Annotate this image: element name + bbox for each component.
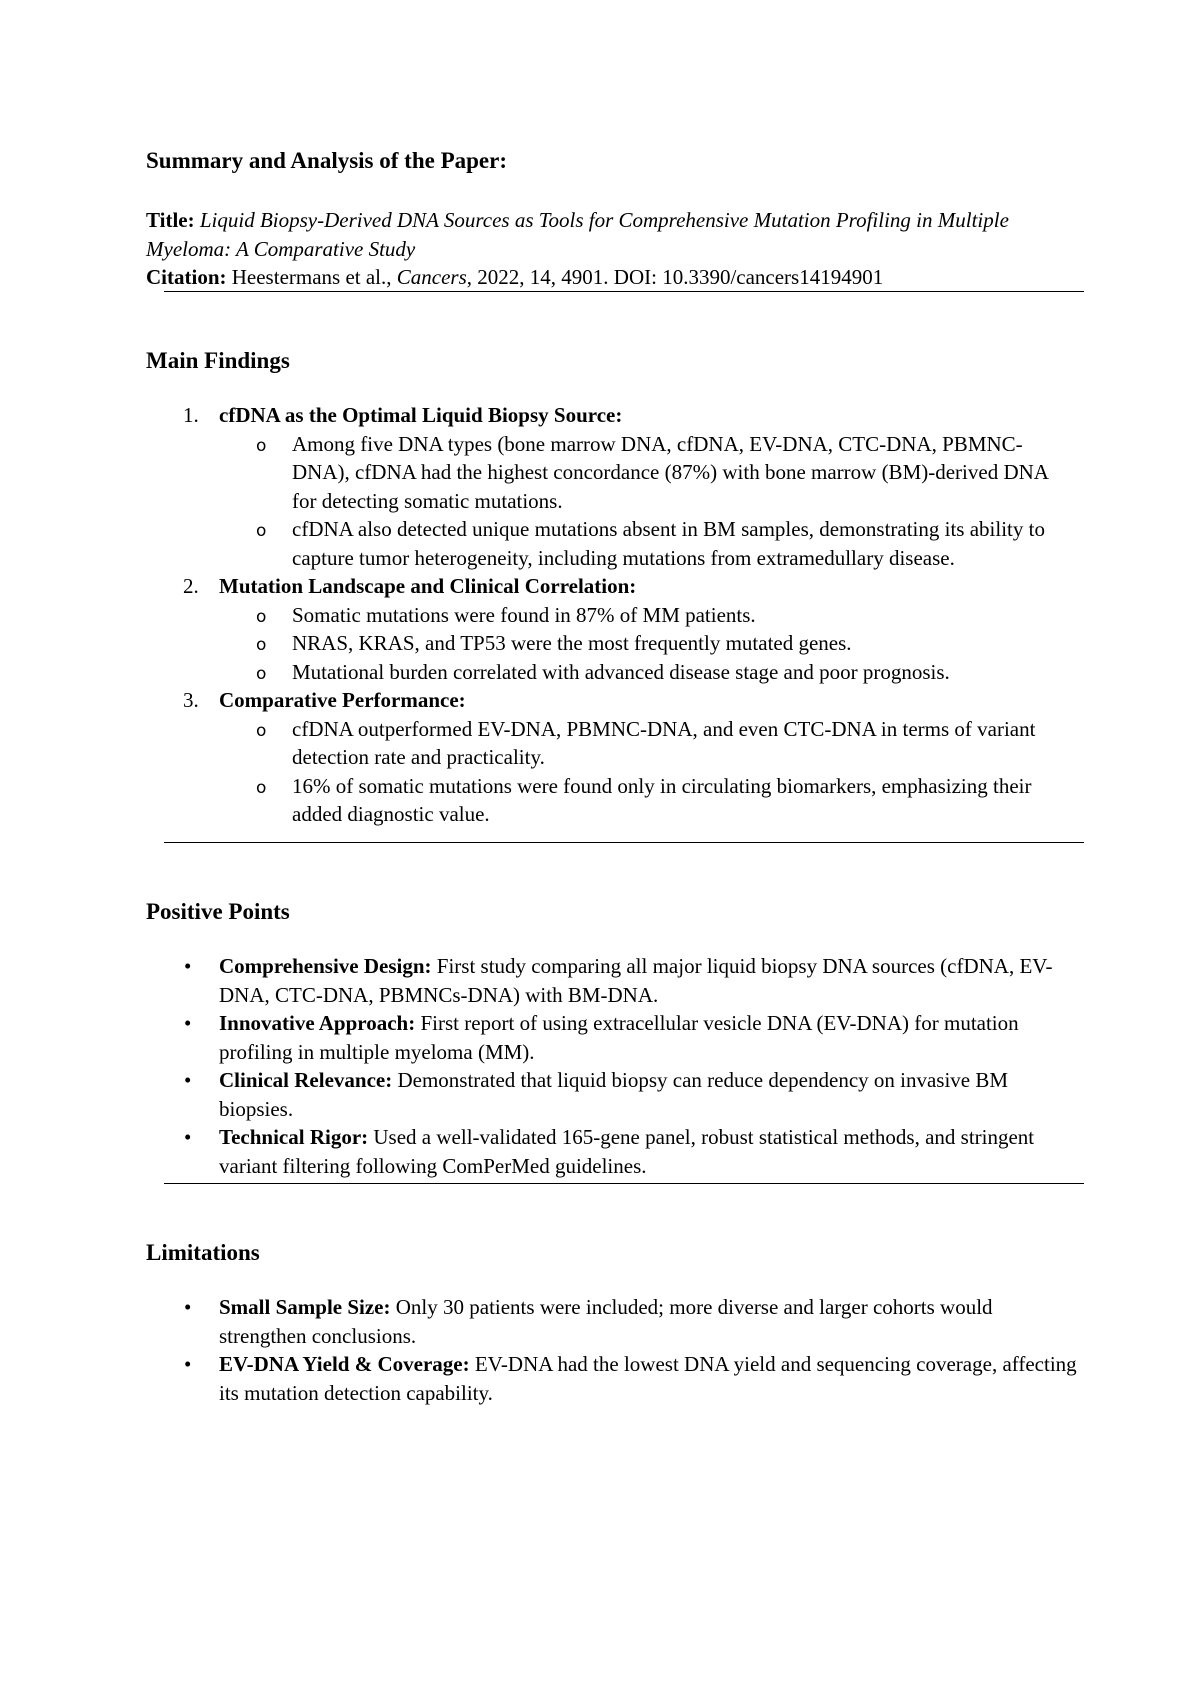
citation-journal: Cancers — [396, 265, 467, 289]
finding-title: Mutation Landscape and Clinical Correlation: — [219, 574, 637, 598]
finding-subpoint — [146, 715, 1072, 772]
divider — [164, 1183, 1084, 1184]
citation-line — [146, 263, 1076, 292]
finding-subpoint — [146, 772, 1072, 829]
list-item — [146, 1066, 1079, 1123]
citation-details: , 2022, 14, 4901. DOI: 10.3390/cancers14194901 — [466, 265, 884, 289]
finding-title: cfDNA as the Optimal Liquid Biopsy Source: — [219, 403, 623, 427]
bullet-icon: • — [184, 1011, 192, 1035]
sub-bullet-icon: o — [256, 521, 267, 541]
finding-subpoint — [146, 658, 1072, 687]
limitation-lead: EV-DNA Yield & Coverage: — [219, 1352, 470, 1376]
point-text: Used a well-validated 165-gene panel, robust statistical methods, and stringent variant filtering following ComPerMed guidelines. — [219, 1125, 1035, 1178]
paper-title: Liquid Biopsy-Derived DNA Sources as Tools for Comprehensive Mutation Profiling in Multiple Myeloma: A Comparative Study — [146, 208, 1009, 261]
finding-subpoint — [146, 601, 1072, 630]
finding-subpoint — [146, 515, 1072, 572]
finding-subpoint — [146, 430, 1072, 516]
main-findings-heading: Main Findings — [146, 348, 290, 373]
sub-bullet-icon: o — [256, 606, 267, 627]
subpoint-text: cfDNA also detected unique mutations absent in BM samples, demonstrating its ability to capture tumor heterogeneity, including mutations from extramedullary disease. — [292, 517, 1045, 570]
bullet-icon: • — [184, 954, 192, 978]
finding-item — [146, 686, 1086, 715]
bullet-icon: • — [184, 1125, 192, 1149]
subpoint-text: 16% of somatic mutations were found only in circulating biomarkers, emphasizing their added diagnostic value. — [292, 773, 1032, 826]
sub-bullet-icon: o — [256, 663, 267, 684]
finding-number: 1. — [183, 403, 199, 427]
divider — [164, 842, 1084, 843]
list-item — [146, 1350, 1079, 1407]
limitations-heading: Limitations — [146, 1240, 260, 1265]
subpoint-text: Among five DNA types (bone marrow DNA, cfDNA, EV-DNA, CTC-DNA, PBMNC-DNA), cfDNA had the highest concordance (87%) with bone marrow (BM)-derived DNA for detecting somatic mutations. — [292, 431, 1048, 513]
sub-bullet-icon: o — [256, 435, 267, 456]
finding-subpoint — [146, 629, 1072, 658]
finding-title: Comparative Performance: — [219, 688, 466, 712]
paper-title-line — [146, 206, 1076, 263]
finding-number: 2. — [183, 574, 199, 598]
positive-points-heading: Positive Points — [146, 899, 290, 924]
limitation-text: EV-DNA had the lowest DNA yield and sequencing coverage, affecting its mutation detection capability. — [219, 1352, 1077, 1405]
point-lead: Comprehensive Design: — [219, 954, 432, 978]
limitations-list — [146, 1293, 1086, 1407]
point-text: Demonstrated that liquid biopsy can reduce dependency on invasive BM biopsies. — [219, 1068, 1009, 1121]
list-item — [146, 1293, 1079, 1350]
subpoint-text: cfDNA outperformed EV-DNA, PBMNC-DNA, and even CTC-DNA in terms of variant detection rate and practicality. — [292, 716, 1036, 769]
finding-number: 3. — [183, 688, 199, 712]
list-item — [146, 952, 1079, 1009]
subpoint-text: Somatic mutations were found in 87% of MM patients. — [292, 602, 756, 627]
point-text: First report of using extracellular vesicle DNA (EV-DNA) for mutation profiling in multiple myeloma (MM). — [219, 1011, 1019, 1064]
subpoint-text: NRAS, KRAS, and TP53 were the most frequently mutated genes. — [292, 631, 852, 655]
limitation-lead: Small Sample Size: — [219, 1295, 391, 1319]
bullet-icon: • — [184, 1352, 192, 1376]
paper-info — [146, 206, 1076, 292]
finding-item — [146, 572, 1086, 601]
citation-authors: Heestermans et al., — [231, 265, 397, 289]
main-findings-list — [146, 401, 1086, 829]
sub-bullet-icon: o — [256, 720, 267, 741]
positive-points-list — [146, 952, 1086, 1180]
sub-bullet-icon: o — [256, 777, 267, 798]
document-title: Summary and Analysis of the Paper: — [146, 148, 507, 173]
point-lead: Clinical Relevance: — [219, 1068, 393, 1092]
divider — [164, 291, 1084, 292]
title-label: Title: — [146, 208, 195, 232]
point-lead: Technical Rigor: — [219, 1125, 369, 1149]
point-lead: Innovative Approach: — [219, 1011, 416, 1035]
subpoint-text: Mutational burden correlated with advanced disease stage and poor prognosis. — [292, 659, 950, 684]
point-text: First study comparing all major liquid biopsy DNA sources (cfDNA, EV-DNA, CTC-DNA, PBMNCs-DNA) with BM-DNA. — [219, 954, 1053, 1007]
citation-label: Citation: — [146, 265, 227, 289]
limitation-text: Only 30 patients were included; more diverse and larger cohorts would strengthen conclusions. — [219, 1295, 993, 1348]
bullet-icon: • — [184, 1068, 192, 1092]
list-item — [146, 1009, 1079, 1066]
list-item — [146, 1123, 1079, 1180]
finding-item — [146, 401, 1086, 430]
sub-bullet-icon: o — [256, 635, 267, 655]
bullet-icon: • — [184, 1295, 192, 1319]
